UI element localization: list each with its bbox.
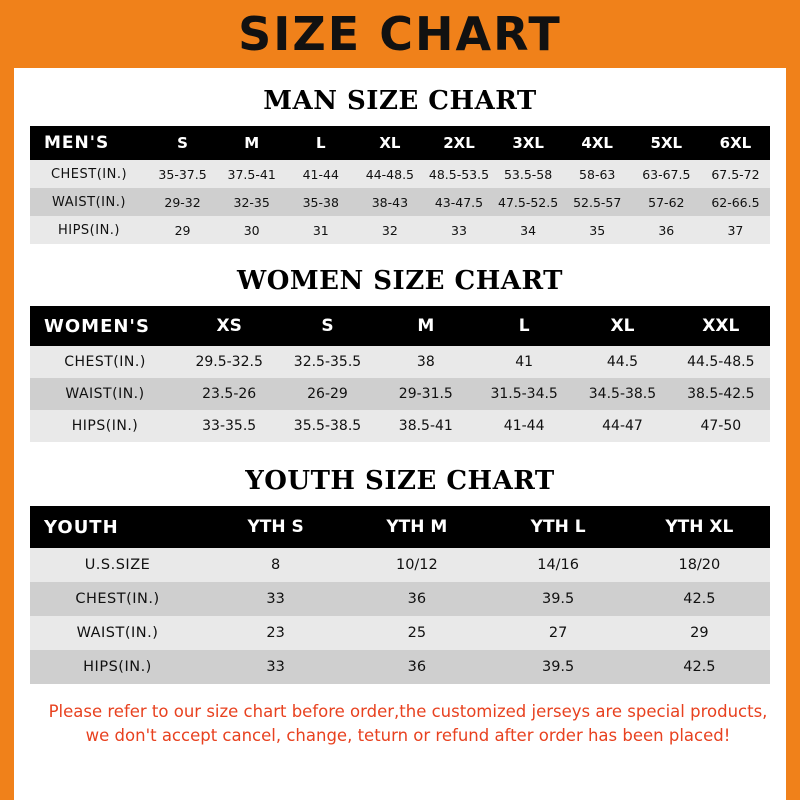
cell: 52.5-57 [573, 194, 622, 210]
table-row [30, 548, 770, 582]
cell: 8 [271, 557, 281, 573]
cell: 32-35 [233, 194, 270, 210]
table-row [30, 188, 770, 216]
cell: 18/20 [678, 557, 721, 573]
cell: 67.5-72 [711, 166, 760, 182]
cell: 58-63 [579, 166, 616, 182]
row-label: U.S.SIZE [84, 557, 151, 573]
cell: 38.5-41 [398, 418, 453, 434]
youth-col-header: YTH L [530, 517, 586, 537]
row-label: WAIST(IN.) [76, 625, 159, 641]
youth-col-header: YTH XL [665, 517, 734, 537]
cell: 42.5 [683, 659, 716, 675]
man-col-header: L [315, 134, 326, 152]
row-label: CHEST(IN.) [75, 591, 160, 607]
cell: 35-37.5 [158, 166, 207, 182]
page-banner [14, 0, 786, 68]
cell: 31 [312, 222, 329, 238]
cell: 29-31.5 [398, 386, 453, 402]
man-corner-label: MEN'S [44, 133, 110, 153]
cell: 44-48.5 [365, 166, 414, 182]
women-col-header: XXL [702, 316, 740, 336]
women-section-title: WOMEN SIZE CHART [237, 266, 563, 296]
youth-col-header: YTH S [247, 517, 304, 537]
cell: 57-62 [648, 194, 685, 210]
man-col-header: 3XL [512, 134, 544, 152]
footer-note-line-1: Please refer to our size chart before order,the customized jerseys are special products, [48, 702, 768, 721]
cell: 31.5-34.5 [490, 386, 558, 402]
man-col-header: XL [379, 134, 401, 152]
women-size-table [30, 306, 770, 442]
footer-note [30, 700, 786, 748]
cell: 39.5 [541, 591, 575, 607]
cell: 53.5-58 [503, 166, 553, 182]
cell: 33 [451, 222, 467, 238]
cell: 29 [690, 625, 709, 641]
youth-col-header: YTH M [386, 517, 448, 537]
man-section-title: MAN SIZE CHART [263, 86, 537, 116]
women-col-header: M [417, 316, 435, 336]
man-size-table [30, 126, 770, 244]
cell: 43-47.5 [434, 194, 484, 210]
cell: 34 [520, 222, 537, 238]
cell: 32.5-35.5 [293, 354, 362, 370]
cell: 25 [407, 625, 427, 641]
table-row [30, 346, 770, 378]
table-row [30, 582, 770, 616]
cell: 29 [174, 222, 191, 238]
row-label: CHEST(IN.) [64, 354, 146, 370]
cell: 38.5-42.5 [687, 386, 755, 402]
man-col-header: 6XL [719, 134, 752, 152]
cell: 48.5-53.5 [428, 166, 490, 182]
row-label: HIPS(IN.) [71, 418, 139, 434]
women-corner-label: WOMEN'S [44, 315, 150, 337]
women-col-header: S [321, 316, 334, 336]
cell: 14/16 [537, 557, 580, 573]
cell: 37 [727, 222, 744, 238]
cell: 36 [658, 222, 675, 238]
table-row [30, 160, 770, 188]
row-label: HIPS(IN.) [83, 659, 152, 675]
row-label: WAIST(IN.) [65, 386, 145, 402]
cell: 62-66.5 [711, 194, 760, 210]
cell: 38 [416, 354, 435, 370]
cell: 36 [407, 659, 427, 675]
cell: 37.5-41 [227, 166, 276, 182]
cell: 23.5-26 [202, 386, 257, 402]
cell: 41-44 [302, 166, 339, 182]
table-row [30, 216, 770, 244]
women-col-header: L [518, 316, 530, 336]
cell: 42.5 [683, 591, 716, 607]
cell: 47-50 [700, 418, 742, 434]
cell: 44.5 [606, 354, 639, 370]
cell: 38-43 [371, 194, 409, 210]
women-col-header: XS [216, 316, 242, 336]
man-col-header: S [177, 134, 188, 152]
cell: 29-32 [164, 194, 201, 210]
cell: 44.5-48.5 [687, 354, 755, 370]
table-header-row [30, 126, 770, 160]
row-label: HIPS(IN.) [57, 222, 121, 238]
youth-size-table [30, 506, 770, 684]
women-col-header: XL [610, 316, 635, 336]
table-row [30, 650, 770, 684]
man-col-header: 4XL [581, 134, 613, 152]
table-header-row [30, 306, 770, 346]
cell: 33-35.5 [202, 418, 257, 434]
table-row [30, 410, 770, 442]
cell: 35.5-38.5 [293, 418, 362, 434]
cell: 29.5-32.5 [195, 354, 263, 370]
cell: 27 [548, 625, 568, 641]
cell: 39.5 [541, 659, 575, 675]
cell: 30 [243, 222, 260, 238]
cell: 35-38 [302, 194, 339, 210]
table-row [30, 378, 770, 410]
cell: 35 [589, 222, 606, 238]
cell: 44-47 [602, 418, 643, 434]
man-col-header: 2XL [443, 134, 475, 152]
man-col-header: M [244, 134, 260, 152]
row-label: WAIST(IN.) [52, 194, 126, 210]
youth-section-title: YOUTH SIZE CHART [245, 466, 555, 496]
cell: 63-67.5 [642, 166, 691, 182]
man-col-header: 5XL [650, 134, 683, 152]
cell: 33 [266, 591, 285, 607]
cell: 41-44 [503, 418, 545, 434]
chart-content [14, 86, 786, 748]
youth-corner-label: YOUTH [44, 516, 119, 538]
page-title: SIZE CHART [238, 7, 562, 61]
row-label: CHEST(IN.) [50, 166, 128, 182]
footer-note-line-2: we don't accept cancel, change, teturn or refund after order has been placed! [85, 725, 731, 745]
cell: 33 [266, 659, 285, 675]
cell: 26-29 [307, 386, 348, 402]
cell: 23 [266, 625, 285, 641]
cell: 36 [407, 591, 427, 607]
table-row [30, 616, 770, 650]
cell: 41 [515, 354, 534, 370]
cell: 47.5-52.5 [498, 194, 559, 210]
table-header-row [30, 506, 770, 548]
cell: 10/12 [395, 557, 438, 573]
cell: 34.5-38.5 [588, 386, 657, 402]
cell: 32 [381, 222, 398, 238]
